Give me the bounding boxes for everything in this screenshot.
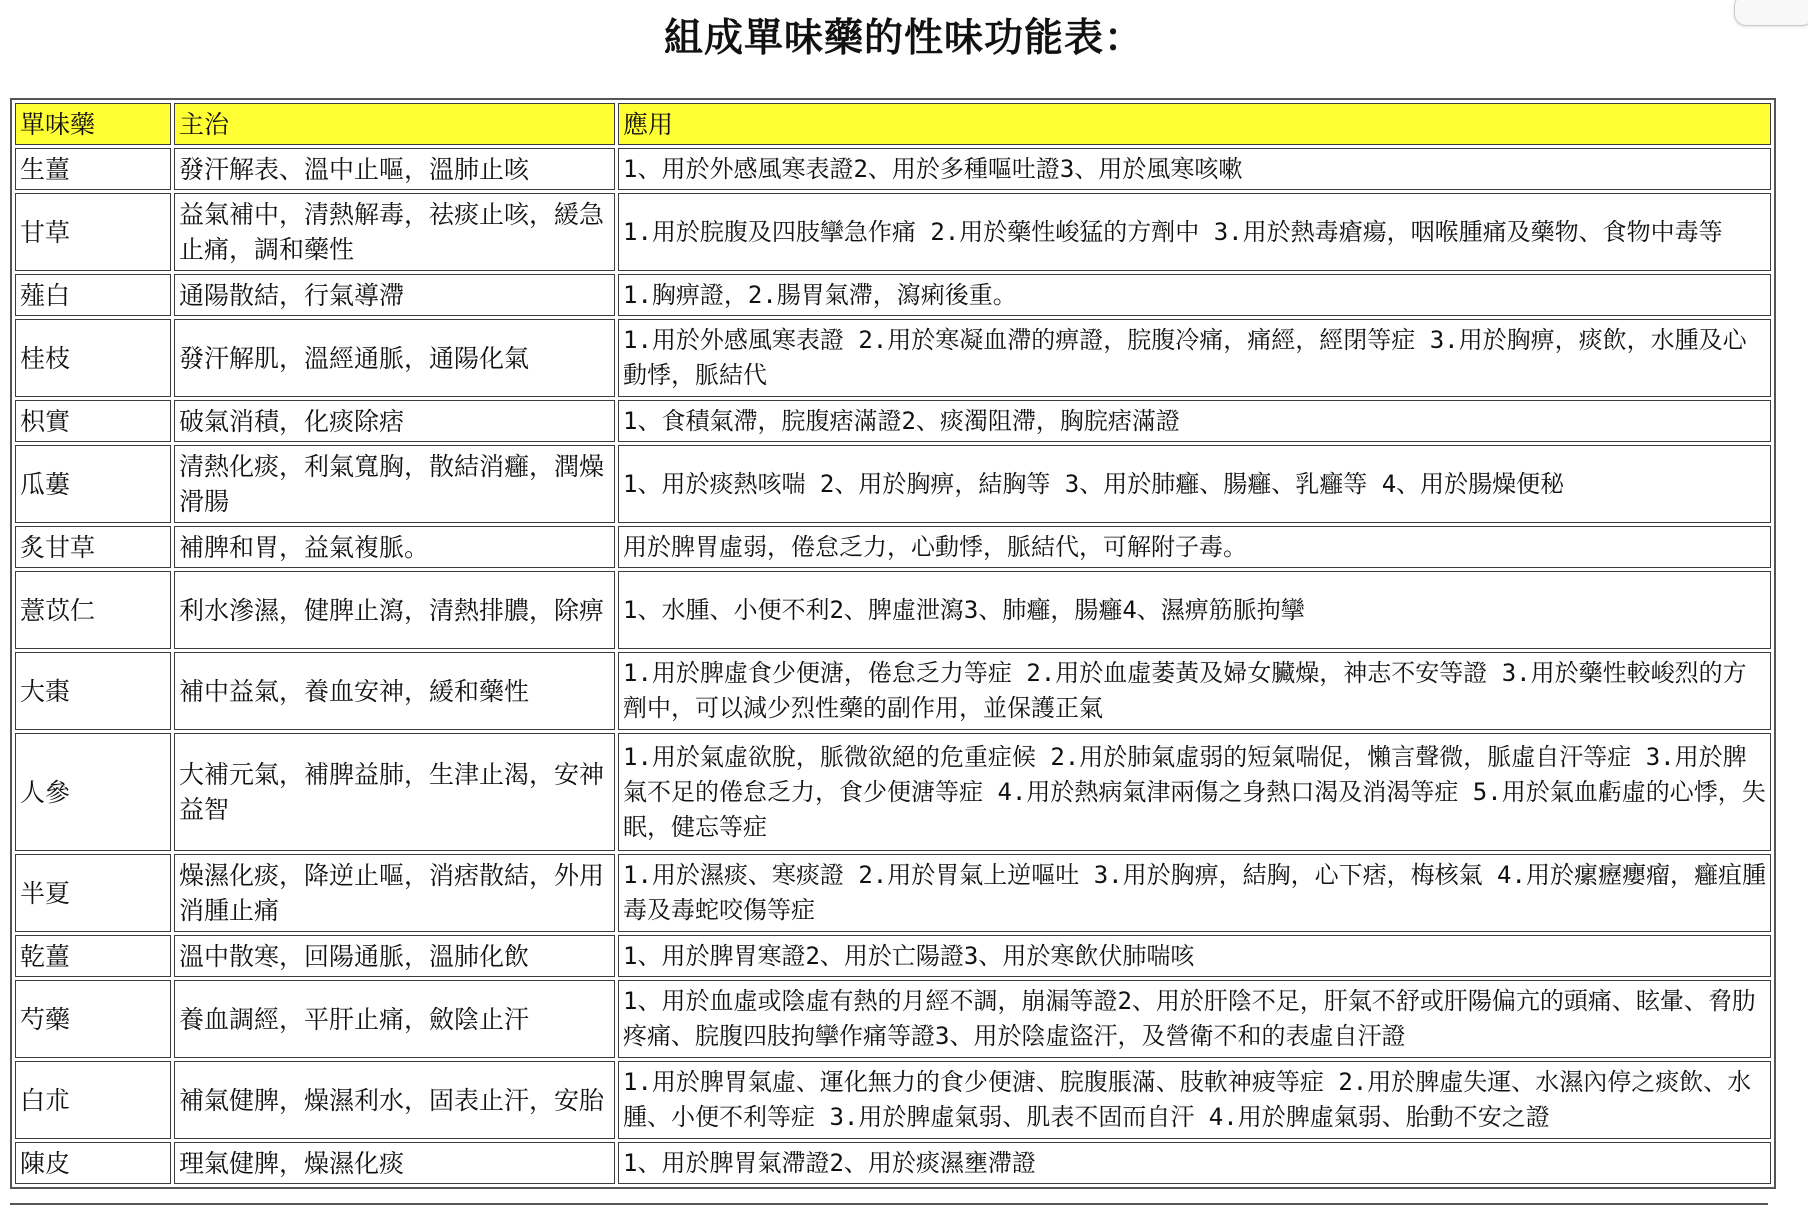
table-row bbox=[15, 935, 1771, 977]
herb-name: 人參 bbox=[15, 733, 171, 851]
table-row bbox=[15, 1142, 1771, 1184]
herb-indication: 養血調經，平肝止痛，斂陰止汗 bbox=[174, 980, 615, 1058]
herb-application: 1、用於脾胃氣滯證2、用於痰濕壅滯證 bbox=[618, 1142, 1771, 1184]
herb-indication: 補氣健脾，燥濕利水，固表止汗，安胎 bbox=[174, 1061, 615, 1139]
herb-indication: 補脾和胃，益氣複脈。 bbox=[174, 526, 615, 568]
table-body bbox=[15, 148, 1771, 1184]
herb-name: 生薑 bbox=[15, 148, 171, 190]
herb-name: 炙甘草 bbox=[15, 526, 171, 568]
herb-name: 桂枝 bbox=[15, 319, 171, 397]
herb-table bbox=[12, 100, 1774, 1187]
table-row bbox=[15, 1061, 1771, 1139]
table-header-row bbox=[15, 103, 1771, 145]
herb-name: 枳實 bbox=[15, 400, 171, 442]
herb-name: 乾薑 bbox=[15, 935, 171, 977]
herb-indication: 大補元氣，補脾益肺，生津止渴，安神益智 bbox=[174, 733, 615, 851]
table-row bbox=[15, 854, 1771, 932]
herb-application: 用於脾胃虛弱，倦怠乏力，心動悸，脈結代，可解附子毒。 bbox=[618, 526, 1771, 568]
herb-name: 白朮 bbox=[15, 1061, 171, 1139]
herb-application: 1、食積氣滯，脘腹痞滿證2、痰濁阻滯，胸脘痞滿證 bbox=[618, 400, 1771, 442]
header-herb: 單味藥 bbox=[15, 103, 171, 145]
herb-function-table bbox=[10, 98, 1776, 1189]
table-row bbox=[15, 193, 1771, 271]
herb-indication: 溫中散寒，回陽通脈，溫肺化飲 bbox=[174, 935, 615, 977]
herb-indication: 利水滲濕，健脾止瀉，清熱排膿，除痹 bbox=[174, 571, 615, 649]
herb-name: 瓜蔞 bbox=[15, 445, 171, 523]
herb-indication: 通陽散結，行氣導滯 bbox=[174, 274, 615, 316]
table-row bbox=[15, 571, 1771, 649]
herb-name: 陳皮 bbox=[15, 1142, 171, 1184]
table-row bbox=[15, 148, 1771, 190]
herb-application: 1.用於氣虛欲脫，脈微欲絕的危重症候 2.用於肺氣虛弱的短氣喘促，懶言聲微，脈虛自汗等症 3.用於脾氣不足的倦怠乏力，食少便溏等症 4.用於熱病氣津兩傷之身熱口渴及消渴等症 5.用於氣血虧虛的心悸，失眠，健忘等症 bbox=[618, 733, 1771, 851]
table-row bbox=[15, 526, 1771, 568]
herb-name: 芍藥 bbox=[15, 980, 171, 1058]
page-title: 組成單味藥的性味功能表： bbox=[663, 16, 1144, 61]
herb-name: 薏苡仁 bbox=[15, 571, 171, 649]
table-row bbox=[15, 319, 1771, 397]
herb-indication: 發汗解肌，溫經通脈，通陽化氣 bbox=[174, 319, 615, 397]
herb-indication: 破氣消積，化痰除痞 bbox=[174, 400, 615, 442]
herb-application: 1.用於脾虛食少便溏，倦怠乏力等症 2.用於血虛萎黃及婦女臟燥，神志不安等證 3.用於藥性較峻烈的方劑中，可以減少烈性藥的副作用，並保護正氣 bbox=[618, 652, 1771, 730]
table-row bbox=[15, 733, 1771, 851]
herb-indication: 補中益氣，養血安神，緩和藥性 bbox=[174, 652, 615, 730]
herb-application: 1、水腫、小便不利2、脾虛泄瀉3、肺癰，腸癰4、濕痹筋脈拘攣 bbox=[618, 571, 1771, 649]
herb-indication: 發汗解表、溫中止嘔，溫肺止咳 bbox=[174, 148, 615, 190]
herb-indication: 理氣健脾，燥濕化痰 bbox=[174, 1142, 615, 1184]
herb-application: 1.用於脾胃氣虛、運化無力的食少便溏、脘腹脹滿、肢軟神疲等症 2.用於脾虛失運、水濕內停之痰飲、水腫、小便不利等症 3.用於脾虛氣弱、肌表不固而自汗 4.用於脾虛氣弱、胎動不安之證 bbox=[618, 1061, 1771, 1139]
herb-indication: 燥濕化痰，降逆止嘔，消痞散結，外用消腫止痛 bbox=[174, 854, 615, 932]
table-row bbox=[15, 274, 1771, 316]
page-bottom-line bbox=[10, 1203, 1768, 1205]
herb-application: 1.用於濕痰、寒痰證 2.用於胃氣上逆嘔吐 3.用於胸痹，結胸，心下痞，梅核氣 4.用於瘰癧癭瘤，癰疽腫毒及毒蛇咬傷等症 bbox=[618, 854, 1771, 932]
herb-application: 1.用於外感風寒表證 2.用於寒凝血滯的痹證，脘腹冷痛，痛經，經閉等症 3.用於胸痹，痰飲，水腫及心動悸，脈結代 bbox=[618, 319, 1771, 397]
herb-application: 1.用於脘腹及四肢攣急作痛 2.用於藥性峻猛的方劑中 3.用於熱毒瘡瘍，咽喉腫痛及藥物、食物中毒等 bbox=[618, 193, 1771, 271]
herb-application: 1、用於脾胃寒證2、用於亡陽證3、用於寒飲伏肺喘咳 bbox=[618, 935, 1771, 977]
table-row bbox=[15, 445, 1771, 523]
herb-name: 大棗 bbox=[15, 652, 171, 730]
header-application: 應用 bbox=[618, 103, 1771, 145]
herb-name: 薤白 bbox=[15, 274, 171, 316]
header-indication: 主治 bbox=[174, 103, 615, 145]
herb-name: 半夏 bbox=[15, 854, 171, 932]
herb-name: 甘草 bbox=[15, 193, 171, 271]
herb-application: 1、用於外感風寒表證2、用於多種嘔吐證3、用於風寒咳嗽 bbox=[618, 148, 1771, 190]
herb-indication: 清熱化痰，利氣寬胸，散結消癰，潤燥滑腸 bbox=[174, 445, 615, 523]
table-row bbox=[15, 980, 1771, 1058]
herb-application: 1、用於血虛或陰虛有熱的月經不調，崩漏等證2、用於肝陰不足，肝氣不舒或肝陽偏亢的頭痛、眩暈、脅肋疼痛、脘腹四肢拘攣作痛等證3、用於陰虛盜汗，及營衛不和的表虛自汗證 bbox=[618, 980, 1771, 1058]
herb-indication: 益氣補中，清熱解毒，祛痰止咳，緩急止痛，調和藥性 bbox=[174, 193, 615, 271]
table-row bbox=[15, 652, 1771, 730]
table-row bbox=[15, 400, 1771, 442]
herb-application: 1、用於痰熱咳喘 2、用於胸痹，結胸等 3、用於肺癰、腸癰、乳癰等 4、用於腸燥便秘 bbox=[618, 445, 1771, 523]
herb-application: 1.胸痹證，2.腸胃氣滯，瀉痢後重。 bbox=[618, 274, 1771, 316]
